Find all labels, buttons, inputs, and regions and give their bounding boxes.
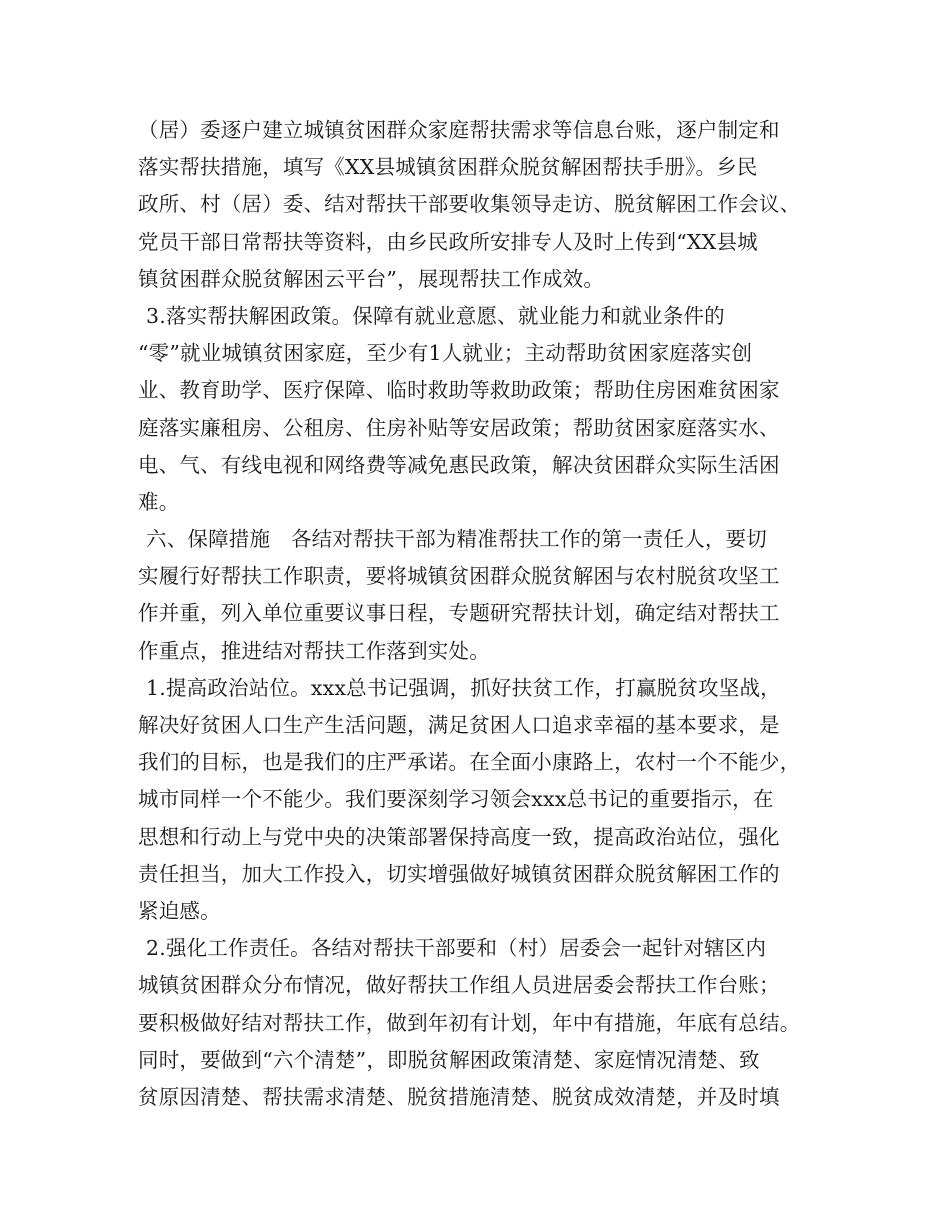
text-line-22: 紧迫感。 [138,898,221,923]
text-line-26: 同时，要做到“六个清楚”，即脱贫解困政策清楚、家庭情况清楚、致 [138,1047,760,1072]
text-line-25: 要积极做好结对帮扶工作，做到年初有计划，年中有措施，年底有总结。 [138,1010,801,1035]
text-line-9: 庭落实廉租房、公租房、住房补贴等安居政策；帮助贫困家庭落实水、 [138,415,780,440]
text-line-8: 业、教育助学、医疗保障、临时救助等救助政策；帮助住房困难贫困家 [138,378,780,403]
text-line-6: 3.落实帮扶解困政策。保障有就业意愿、就业能力和就业条件的 [146,303,725,328]
text-line-14: 作并重，列入单位重要议事日程，专题研究帮扶计划，确定结对帮扶工 [138,601,780,626]
text-line-3: 政所、村（居）委、结对帮扶干部要收集领导走访、脱贫解困工作会议、 [138,192,801,217]
body-text [138,112,828,1116]
text-line-20: 思想和行动上与党中央的决策部署保持高度一致，提高政治站位，强化 [138,824,780,849]
text-line-17: 解决好贫困人口生产生活问题，满足贫困人口追求幸福的基本要求，是 [138,713,780,737]
text-line-18: 我们的目标，也是我们的庄严承诺。在全面小康路上，农村一个不能少， [138,750,801,775]
text-line-5: 镇贫困群众脱贫解困云平台”，展现帮扶工作成效。 [138,266,605,291]
text-line-4: 党员干部日常帮扶等资料，由乡民政所安排专人及时上传到“XX县城 [138,229,758,254]
text-line-19: 城市同样一个不能少。我们要深刻学习领会xxx总书记的重要指示，在 [138,787,774,812]
text-line-10: 电、气、有线电视和网络费等减免惠民政策，解决贫困群众实际生活困 [138,452,780,477]
text-line-21: 责任担当，加大工作投入，切实增强做好城镇贫困群众脱贫解困工作的 [138,861,780,886]
text-line-15: 作重点，推进结对帮扶工作落到实处。 [138,638,490,663]
text-line-11: 难。 [138,489,180,514]
text-line-13: 实履行好帮扶工作职责，要将城镇贫困群众脱贫解困与农村脱贫攻坚工 [138,564,780,589]
text-line-12: 六、保障措施 各结对帮扶干部为精准帮扶工作的第一责任人，要切 [146,527,767,552]
text-line-16: 1.提高政治站位。xxx总书记强调，抓好扶贫工作，打赢脱贫攻坚战， [146,675,781,700]
text-line-1: （居）委逐户建立城镇贫困群众家庭帮扶需求等信息台账，逐户制定和 [138,118,780,142]
text-line-23: 2.强化工作责任。各结对帮扶干部要和（村）居委会一起针对辖区内 [146,936,767,961]
text-line-2: 落实帮扶措施，填写《XX县城镇贫困群众脱贫解困帮扶手册》。乡民 [138,155,758,180]
text-line-27: 贫原因清楚、帮扶需求清楚、脱贫措施清楚、脱贫成效清楚，并及时填 [138,1084,780,1109]
text-line-7: “零”就业城镇贫困家庭，至少有1人就业；主动帮助贫困家庭落实创 [138,341,753,366]
text-line-24: 城镇贫困群众分布情况，做好帮扶工作组人员进居委会帮扶工作台账； [138,973,780,998]
